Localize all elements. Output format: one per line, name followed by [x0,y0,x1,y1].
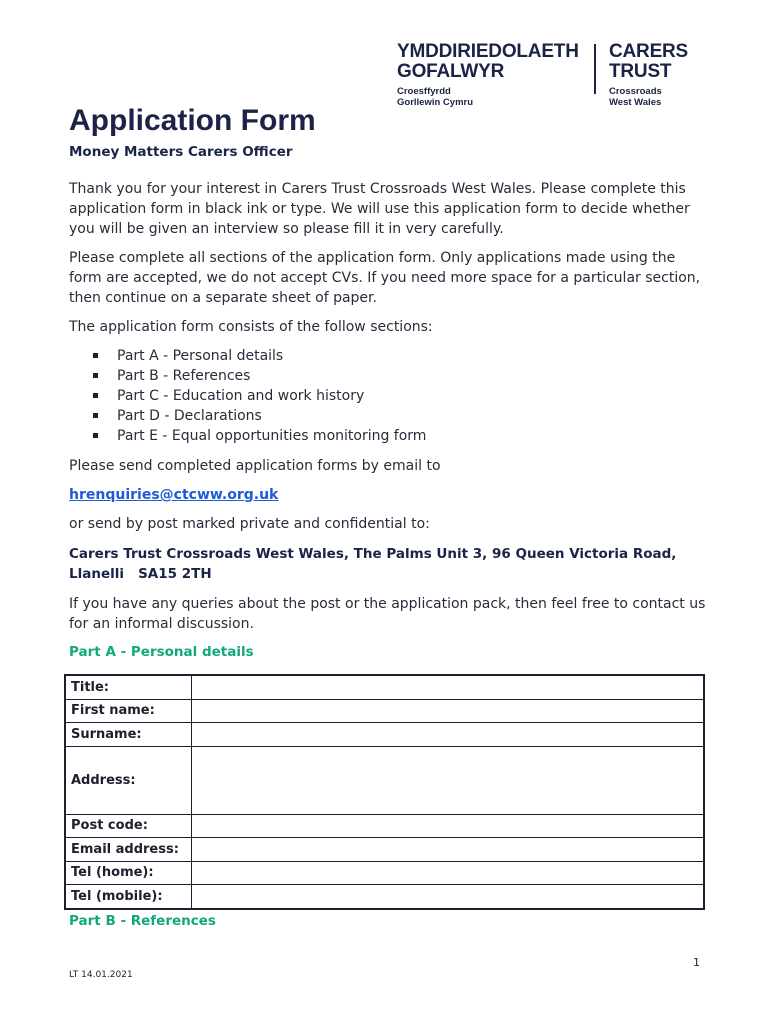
send-post-text: or send by post marked private and confidential to: [69,516,430,532]
address-field[interactable] [192,746,705,814]
queries-text: If you have any queries about the post or the application pack, then feel free to contact us for an informal discussion. [69,596,706,632]
tel-mobile-field[interactable] [192,885,705,909]
list-item-label: Part E - Equal opportunities monitoring form [117,428,427,444]
logo-welsh-sub2: Gorllewin Cymru [397,97,474,108]
list-item-label: Part C - Education and work history [117,388,365,404]
field-label: Title: [65,675,192,699]
intro-paragraph-1: Thank you for your interest in Carers Trust Crossroads West Wales. Please complete this application form in black ink or type. We will use this application form to decide whether you will be given an interview so please fill it in very carefully. [69,181,690,237]
logo-welsh [397,42,592,108]
bullet-icon [93,393,98,398]
post-code-field[interactable] [192,814,705,838]
table-row [65,675,704,699]
email-line [69,485,709,505]
email-link[interactable]: hrenquiries@ctcww.org.uk [69,487,279,503]
list-item-label: Part A - Personal details [117,348,284,364]
list-item [93,406,426,426]
bullet-icon [93,413,98,418]
table-row [65,746,704,814]
field-label: Surname: [65,723,192,747]
part-b-heading: Part B - References [69,913,216,929]
page-title: Application Form [69,104,316,137]
send-email-text: Please send completed application forms by email to [69,458,441,474]
logo-welsh-sub1: Croesffyrdd [397,86,451,97]
page-number: 1 [693,956,700,969]
logo-english-sub2: West Wales [609,97,662,108]
email-field[interactable] [192,838,705,862]
sections-intro: The application form consists of the follow sections: [69,319,433,335]
logo-english-line2: TRUST [609,61,672,82]
field-label: Email address: [65,838,192,862]
job-title: Money Matters Carers Officer [69,144,293,160]
table-row [65,699,704,723]
list-item-label: Part D - Declarations [117,408,262,424]
bullet-icon [93,373,98,378]
table-row [65,861,704,885]
field-label: Tel (home): [65,861,192,885]
logo-english-line1: CARERS [609,41,689,62]
table-row [65,814,704,838]
postal-address [69,544,709,584]
tel-home-field[interactable] [192,861,705,885]
field-label: Address: [65,746,192,814]
list-item [93,426,426,446]
list-item [93,386,426,406]
address-line-2: Llanelli SA15 2TH [69,566,212,582]
field-label: Post code: [65,814,192,838]
logo-welsh-line1: YMDDIRIEDOLAETH [397,41,579,62]
logo-divider [594,44,596,94]
table-row [65,723,704,747]
logo [397,42,697,108]
first-name-field[interactable] [192,699,705,723]
bullet-icon [93,433,98,438]
bullet-icon [93,353,98,358]
intro-paragraph-2: Please complete all sections of the application form. Only applications made using the form are accepted, we do not accept CVs. If you need more space for a particular section, then continue on a separate sheet of paper. [69,250,701,306]
logo-welsh-line2: GOFALWYR [397,61,505,82]
address-line-1: Carers Trust Crossroads West Wales, The Palms Unit 3, 96 Queen Victoria Road, [69,546,677,562]
list-item [93,366,426,386]
list-item-label: Part B - References [117,368,251,384]
part-a-heading: Part A - Personal details [69,644,254,660]
table-row [65,838,704,862]
table-row [65,885,704,909]
title-field[interactable] [192,675,705,699]
personal-details-table [64,674,705,910]
logo-english [609,42,688,108]
footer-code: LT 14.01.2021 [69,970,133,980]
sections-list [93,346,426,446]
field-label: Tel (mobile): [65,885,192,909]
field-label: First name: [65,699,192,723]
logo-english-sub1: Crossroads [609,86,662,97]
surname-field[interactable] [192,723,705,747]
list-item [93,346,426,366]
